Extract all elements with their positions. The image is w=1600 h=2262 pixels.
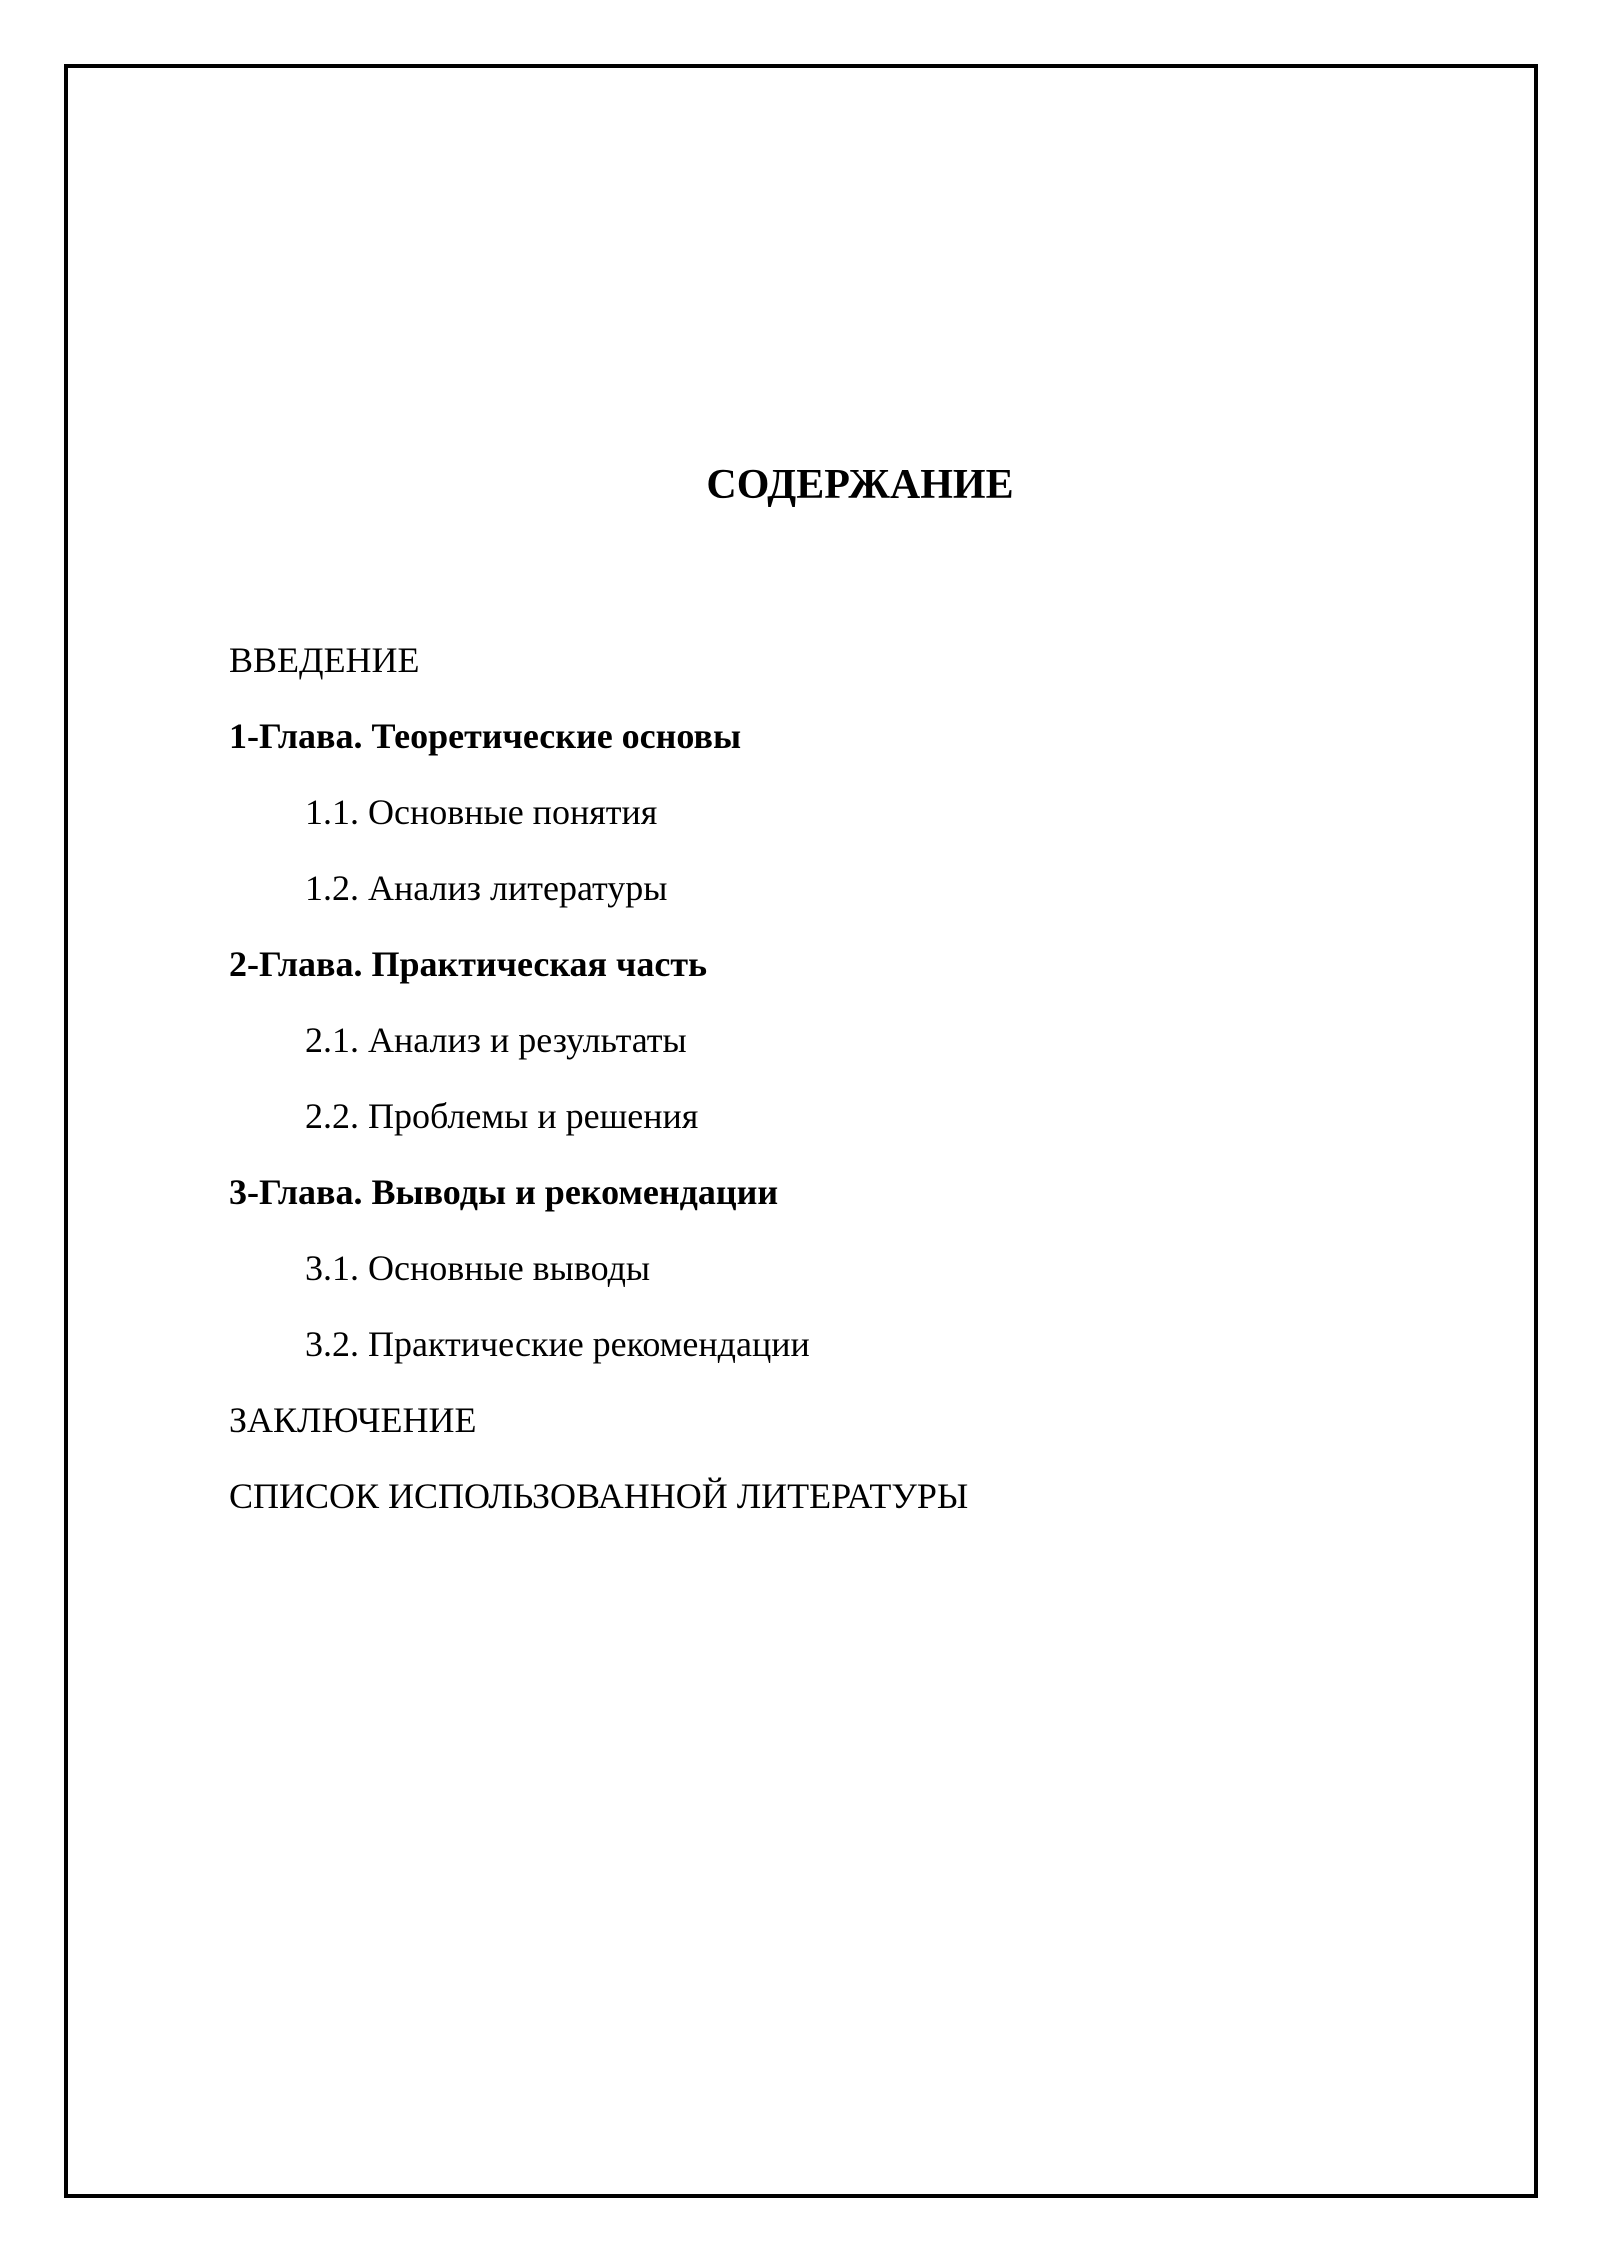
toc-section-3-2: 3.2. Практические рекомендации xyxy=(305,1324,810,1364)
page-title: СОДЕРЖАНИЕ xyxy=(706,462,1014,508)
toc-section-3-1: 3.1. Основные выводы xyxy=(305,1248,651,1288)
toc-chapter-2: 2-Глава. Практическая часть xyxy=(229,944,708,984)
toc-section-1-2: 1.2. Анализ литературы xyxy=(305,868,668,908)
toc-item-introduction: ВВЕДЕНИЕ xyxy=(229,640,420,680)
table-of-contents xyxy=(229,635,1429,1547)
toc-section-2-2: 2.2. Проблемы и решения xyxy=(305,1096,699,1136)
toc-chapter-3: 3-Глава. Выводы и рекомендации xyxy=(229,1172,779,1212)
toc-section-1-1: 1.1. Основные понятия xyxy=(305,792,658,832)
toc-item-references: СПИСОК ИСПОЛЬЗОВАННОЙ ЛИТЕРАТУРЫ xyxy=(229,1476,969,1516)
toc-item-conclusion: ЗАКЛЮЧЕНИЕ xyxy=(229,1400,477,1440)
toc-section-2-1: 2.1. Анализ и результаты xyxy=(305,1020,687,1060)
toc-chapter-1: 1-Глава. Теоретические основы xyxy=(229,716,742,756)
